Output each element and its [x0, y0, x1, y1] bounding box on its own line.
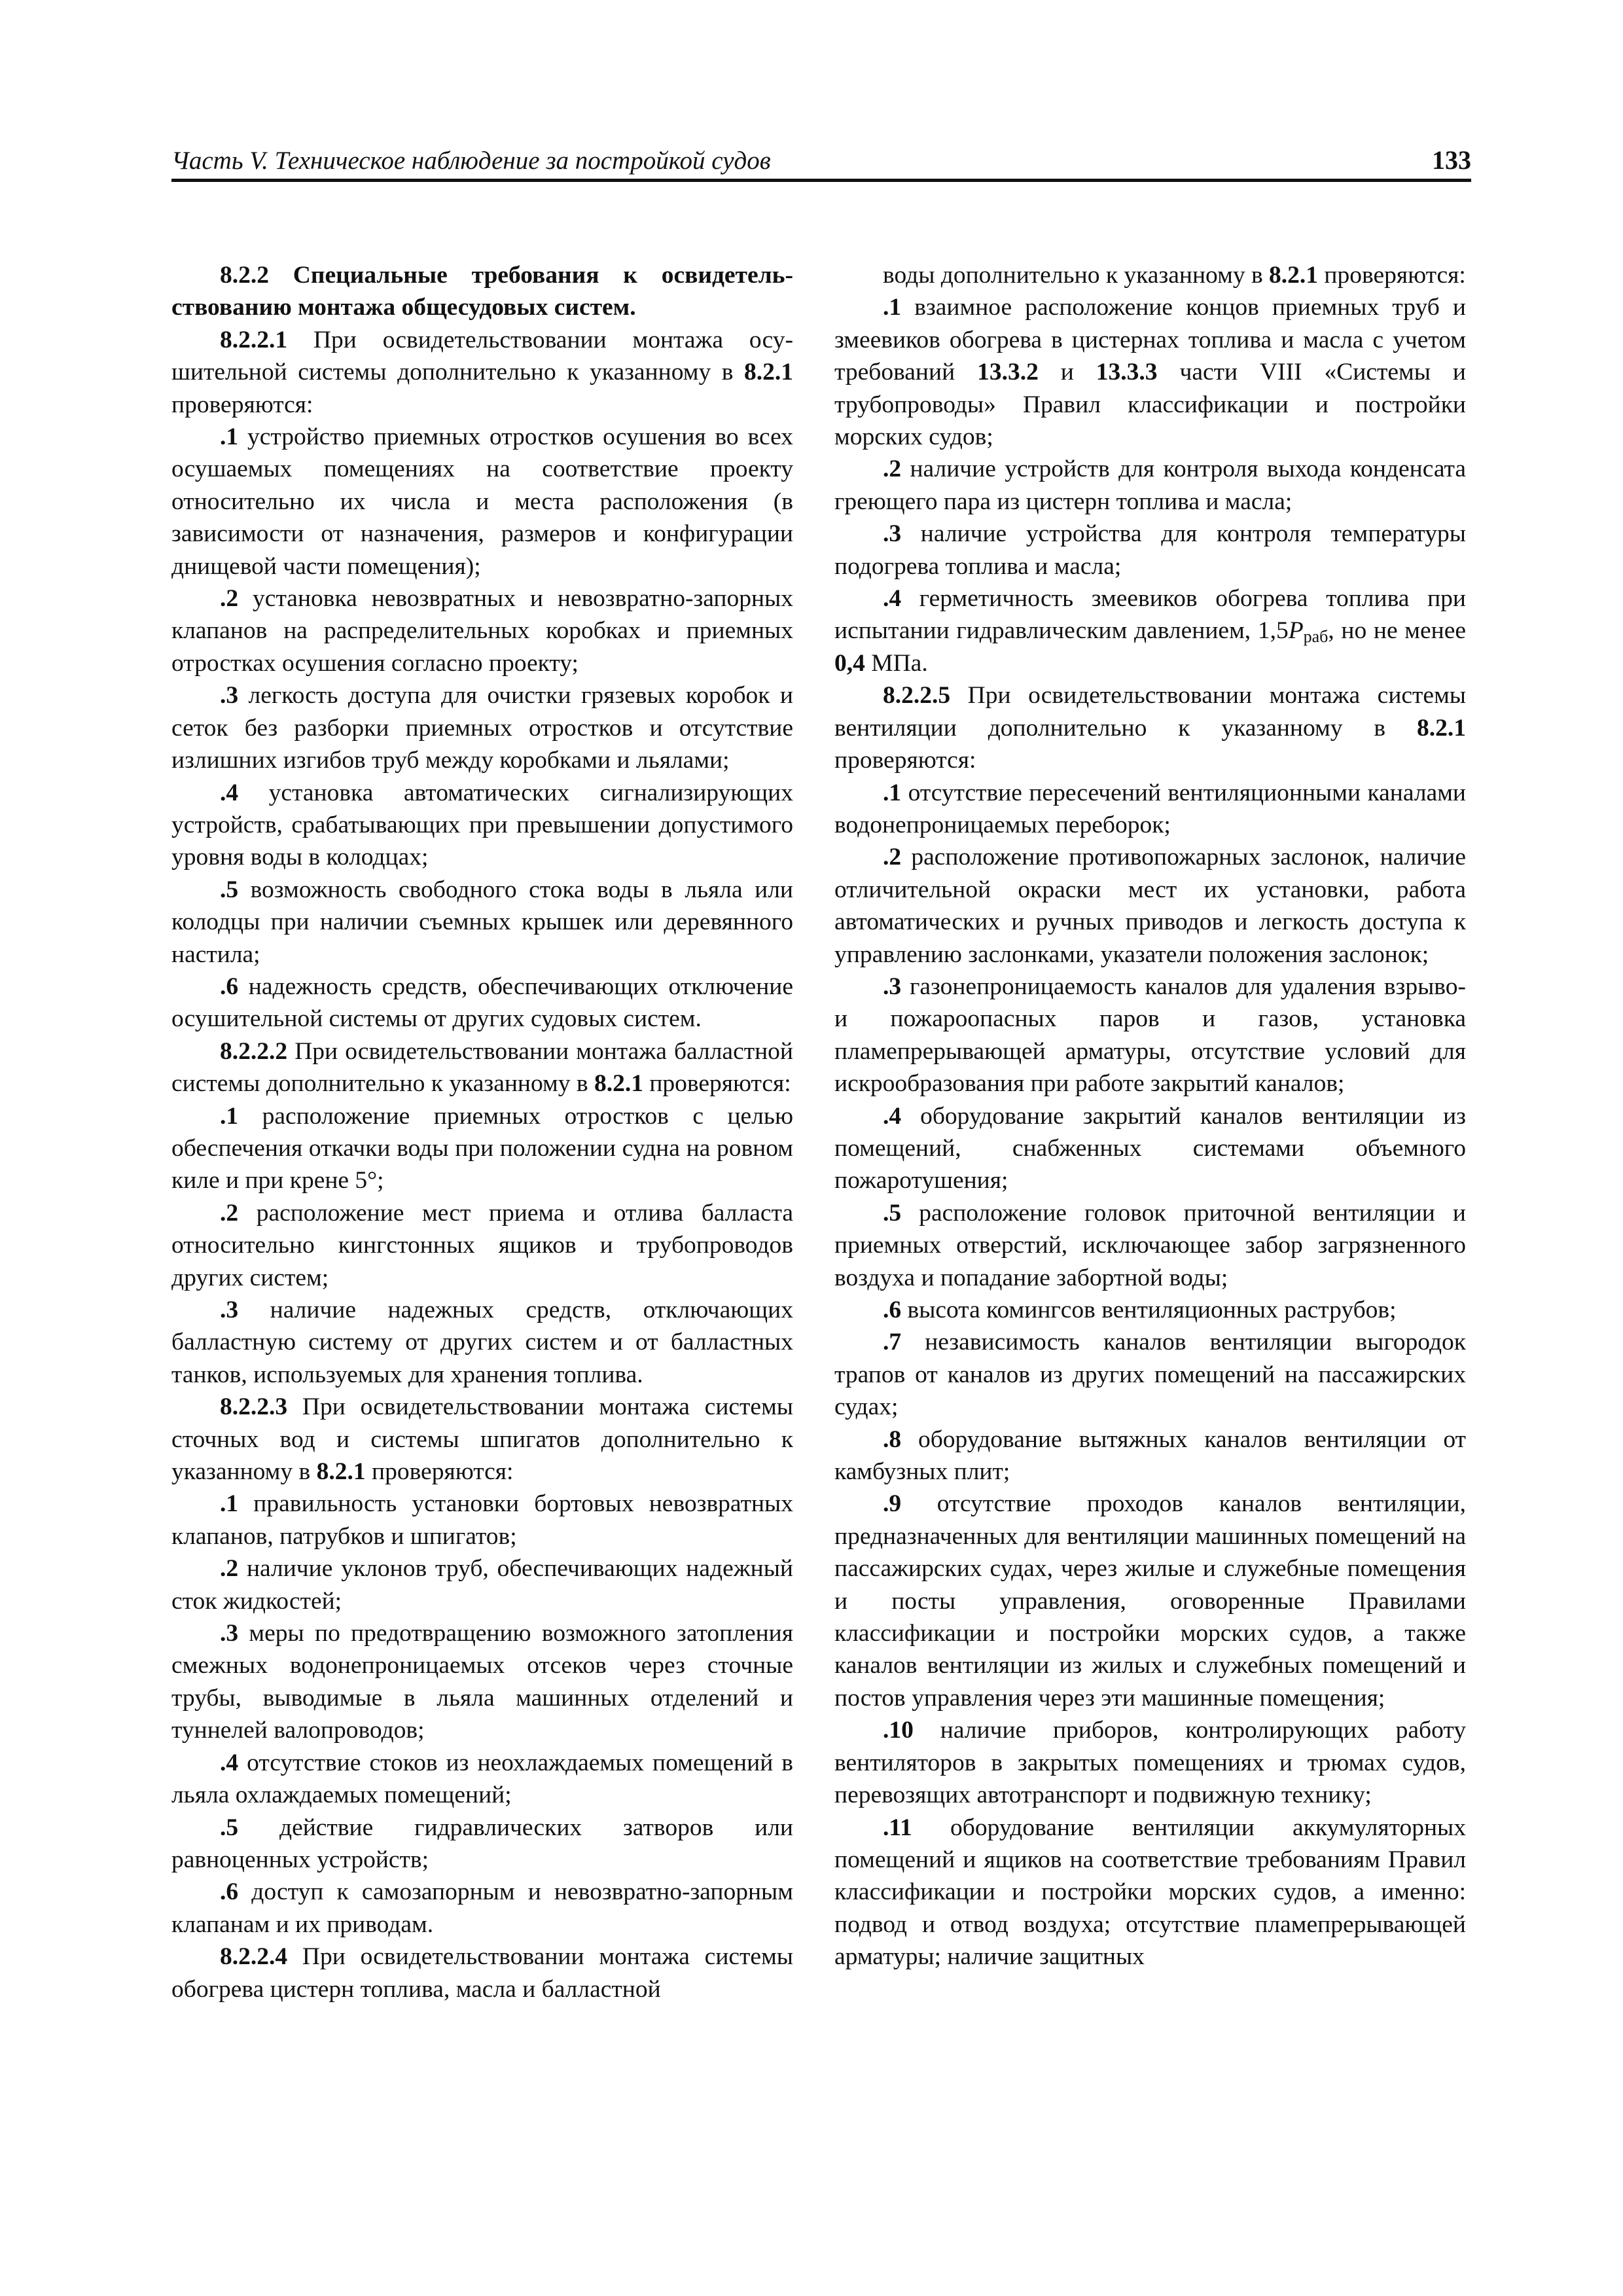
paragraph: [834, 453, 1466, 518]
paragraph: [834, 583, 1466, 679]
paragraph: [834, 971, 1466, 1100]
paragraph: [834, 1424, 1466, 1488]
clause-number: .5: [883, 1199, 902, 1227]
clause-number: .3: [220, 1620, 239, 1647]
clause-reference: 8.2.1: [316, 1458, 366, 1486]
clause-reference: 8.2.1: [1417, 714, 1466, 742]
clause-number: 8.2.2.1: [220, 326, 288, 353]
clause-number: .1: [220, 1490, 239, 1518]
paragraph-text: наличие устройств для контроля выхода конденсата греющего пара из цистерн топлива и масла;: [834, 456, 1466, 515]
paragraph: [171, 1617, 793, 1747]
paragraph: [171, 971, 793, 1035]
clause-number: .7: [883, 1329, 902, 1356]
paragraph-text: проверяются:: [365, 1458, 514, 1486]
paragraph: [834, 518, 1466, 583]
running-title: Часть V. Техническое наблюдение за постройкой судов: [171, 147, 771, 175]
clause-number: .5: [220, 876, 239, 903]
clause-number: .4: [883, 1102, 902, 1130]
left-text-column: [171, 259, 793, 2005]
paragraph: [171, 874, 793, 971]
paragraph-text: проверяются:: [834, 747, 976, 774]
paragraph: [834, 1294, 1466, 1326]
paragraph-text: расположение мест приема и отлива балласта относительно кингстонных ящиков и трубопроводов других систем;: [171, 1199, 793, 1291]
paragraph-text: При освидетельствовании монтажа системы обогрева цистерн топлива, масла и балластной: [171, 1943, 793, 2003]
paragraph-text: взаимное расположение концов приемных труб и змеевиков обогрева в цистернах топлива и масла с учетом требований: [834, 294, 1466, 386]
paragraph-text: МПа.: [865, 649, 928, 677]
clause-number: .3: [883, 520, 902, 548]
paragraph: [171, 1294, 793, 1391]
clause-reference: 13.3.3: [1096, 359, 1158, 386]
paragraph-text: легкость доступа для очистки грязевых коробок и сеток без разборки приемных отростков и отсутствие излишних изгибов труб между коробками и льялами;: [171, 682, 793, 774]
paragraph-text: , но не менее: [1328, 617, 1466, 645]
paragraph-text: При освидетельствовании монтажа балластной системы дополнительно к указанному в: [171, 1037, 793, 1098]
paragraph: [171, 421, 793, 583]
paragraph: [171, 324, 793, 421]
paragraph-text: независимость каналов вентиляции выгородок трапов от каналов из других помещений на пассажирских судах;: [834, 1329, 1466, 1421]
paragraph-text: доступ к самозапорным и невозвратно-запорным клапанам и их приводам.: [171, 1878, 793, 1938]
paragraph: [834, 841, 1466, 971]
paragraph: [171, 679, 793, 776]
clause-reference: 8.2.1: [1269, 262, 1319, 289]
paragraph-text: высота комингсов вентиляционных раструбов;: [901, 1297, 1397, 1323]
paragraph-text: проверяются:: [1318, 262, 1466, 289]
paragraph-text: отсутствие стоков из неохлаждаемых помещений в льяла охлаждаемых помещений;: [171, 1749, 793, 1809]
clause-reference: 8.2.1: [744, 359, 793, 386]
paragraph: [834, 1812, 1466, 1973]
paragraph: [171, 777, 793, 874]
clause-number: .8: [883, 1426, 902, 1453]
clause-number: .9: [883, 1490, 902, 1518]
clause-number: .2: [220, 1555, 239, 1583]
clause-number: .1: [220, 1102, 239, 1130]
paragraph-text: установка автоматических сигнализирующих устройств, срабатывающих при превышении допустимого уровня воды в колодцах;: [171, 779, 793, 871]
clause-number: 8.2.2.4: [220, 1943, 288, 1971]
clause-number: .3: [220, 682, 239, 709]
paragraph-text: наличие устройства для контроля температуры подогрева топлива и масла;: [834, 520, 1466, 580]
paragraph-text: герметичность змеевиков обогрева топлива при испытании гидравлическим давлением, 1,5: [834, 585, 1466, 645]
paragraph-text: P: [1288, 617, 1304, 645]
paragraph-text: меры по предотвращению возможного затопления смежных водонепроницаемых отсеков через сточные трубы, выводимые в льяла машинных отделений и туннелей валопроводов;: [171, 1620, 793, 1744]
clause-number: .5: [220, 1814, 239, 1841]
paragraph-text: газонепроницаемость каналов для удаления взрыво- и пожароопасных паров и газов, установка пламепрерывающей арматуры, отсутствие условий для искрообразования при работе закрытий каналов;: [834, 973, 1466, 1098]
paragraph-text: возможность свободного стока воды в льяла или колодцы при наличии съемных крышек или деревянного настила;: [171, 876, 793, 968]
paragraph-text: расположение приемных отростков с целью обеспечения откачки воды при положении судна на ровном киле и при крене 5°;: [171, 1102, 793, 1194]
paragraph-text: расположение головок приточной вентиляции и приемных отверстий, исключающее забор загрязненного воздуха и попадание забортной воды;: [834, 1199, 1466, 1291]
paragraph-text: устройство приемных отростков осушения во всех осушаемых помещениях на соответствие проекту относительно их числа и места расположения (в зависимости от назначения, размеров и конфигурации днищевой части помещения);: [171, 423, 793, 580]
paragraph-text: наличие приборов, контролирующих работу вентиляторов в закрытых помещениях и трюмах судов, перевозящих автотранспорт и подвижную технику;: [834, 1717, 1466, 1809]
paragraph: [171, 1941, 793, 2005]
paragraph-text: действие гидравлических затворов или равноценных устройств;: [171, 1814, 793, 1873]
paragraph: [171, 1391, 793, 1488]
paragraph: [834, 1197, 1466, 1294]
paragraph-text: части VIII «Системы и трубопроводы» Правил классификации и постройки морских судов;: [834, 359, 1466, 451]
clause-number: 8.2.2.3: [220, 1393, 288, 1421]
paragraph: [171, 1035, 793, 1100]
paragraph: [171, 1876, 793, 1941]
paragraph-text: наличие надежных средств, отключающих балластную систему от других систем и от балластных танков, используемых для хранения топлива.: [171, 1297, 793, 1388]
clause-reference: 8.2.1: [594, 1070, 643, 1098]
clause-number: .6: [220, 1878, 239, 1906]
paragraph-text: При освидетельствовании монтажа системы вентиляции дополнительно к указанному в: [834, 682, 1466, 742]
clause-number: 8.2.2: [220, 262, 269, 289]
paragraph-text: оборудование вентиляции аккумуляторных помещений и ящиков на соответствие требованиям Правил классификации и постройки морских судов, а именно: подвод и отвод воздуха; отсутствие пламепрерывающей арматуры; наличие защитных: [834, 1814, 1466, 1971]
page-number: 133: [1432, 145, 1471, 175]
clause-number: .1: [220, 423, 239, 451]
paragraph-text: проверяются:: [643, 1070, 791, 1098]
clause-number: .4: [220, 779, 239, 806]
clause-number: .11: [883, 1814, 912, 1841]
paragraph: [834, 1100, 1466, 1197]
clause-number: .1: [883, 294, 902, 321]
clause-number: .2: [220, 1199, 239, 1227]
clause-number: .2: [883, 456, 902, 483]
paragraph-text: раб: [1303, 627, 1329, 647]
clause-reference: 13.3.2: [977, 359, 1039, 386]
page-header: [171, 141, 1471, 182]
paragraph-text: оборудование вытяжных каналов вентиляции от камбузных плит;: [834, 1426, 1466, 1486]
paragraph: [171, 1812, 793, 1876]
paragraph-text: При освидетельствовании монтажа системы сточных вод и системы шпигатов дополнительно к указанному в: [171, 1393, 793, 1486]
paragraph: [834, 1714, 1466, 1811]
paragraph: [834, 679, 1466, 776]
paragraph-text: отсутствие проходов каналов вентиляции, предназначенных для вентиляции машинных помещений на пассажирских судах, через жилые и служебные помещения и посты управления, оговоренные Правилами классификации и постройки морских судов, а также каналов вентиляции из жилых и служебных помещений и постов управления через эти машинные помещения;: [834, 1490, 1466, 1712]
paragraph-text: наличие уклонов труб, обеспечивающих надежный сток жидкостей;: [171, 1555, 793, 1615]
clause-number: .4: [883, 585, 902, 613]
paragraph: [171, 1747, 793, 1812]
paragraph: [834, 259, 1466, 291]
paragraph: [834, 1488, 1466, 1714]
paragraph-text: воды дополнительно к указанному в: [883, 262, 1270, 289]
clause-number: .4: [220, 1749, 239, 1776]
paragraph: [171, 583, 793, 679]
clause-number: .6: [883, 1297, 902, 1323]
paragraph: [171, 259, 793, 324]
clause-number: .6: [220, 973, 239, 1000]
paragraph: [171, 1100, 793, 1197]
paragraph: [171, 1552, 793, 1617]
right-text-column: [834, 259, 1466, 1973]
clause-number: .2: [220, 585, 239, 613]
clause-number: .3: [883, 973, 902, 1000]
clause-number: .2: [883, 844, 902, 871]
paragraph-text: отсутствие пересечений вентиляционными каналами водонепроницаемых переборок;: [834, 779, 1466, 838]
paragraph-text: правильность установки бортовых невозвратных клапанов, патрубков и шпигатов;: [171, 1490, 793, 1550]
paragraph-text: и: [1038, 359, 1096, 386]
paragraph: [171, 1197, 793, 1294]
clause-reference: Специальные требования к освидетельствованию монтажа общесудовых систем.: [171, 262, 793, 321]
clause-number: .3: [220, 1297, 239, 1323]
paragraph-text: проверяются:: [171, 391, 313, 418]
clause-number: 8.2.2.5: [883, 682, 951, 709]
clause-number: .1: [883, 779, 902, 806]
paragraph: [171, 1488, 793, 1552]
paragraph: [834, 291, 1466, 453]
paragraph: [834, 1326, 1466, 1423]
paragraph: [834, 777, 1466, 842]
header-rule: [171, 179, 1471, 182]
clause-number: 8.2.2.2: [220, 1037, 288, 1065]
paragraph-text: При освидетельствовании монтажа осушительной системы дополнительно к указанному в: [171, 326, 793, 386]
paragraph-text: надежность средств, обеспечивающих отключение осушительной системы от других судовых систем.: [171, 973, 793, 1033]
paragraph-text: установка невозвратных и невозвратно-запорных клапанов на распределительных коробках и приемных отростках осушения согласно проекту;: [171, 585, 793, 677]
clause-number: .10: [883, 1717, 914, 1744]
paragraph-text: оборудование закрытий каналов вентиляции из помещений, снабженных системами объемного пожаротушения;: [834, 1102, 1466, 1194]
clause-reference: 0,4: [834, 649, 865, 677]
paragraph-text: расположение противопожарных заслонок, наличие отличительной окраски мест их установки, работа автоматических и ручных приводов и легкость доступа к управлению заслонками, указатели положения заслонок;: [834, 844, 1466, 968]
